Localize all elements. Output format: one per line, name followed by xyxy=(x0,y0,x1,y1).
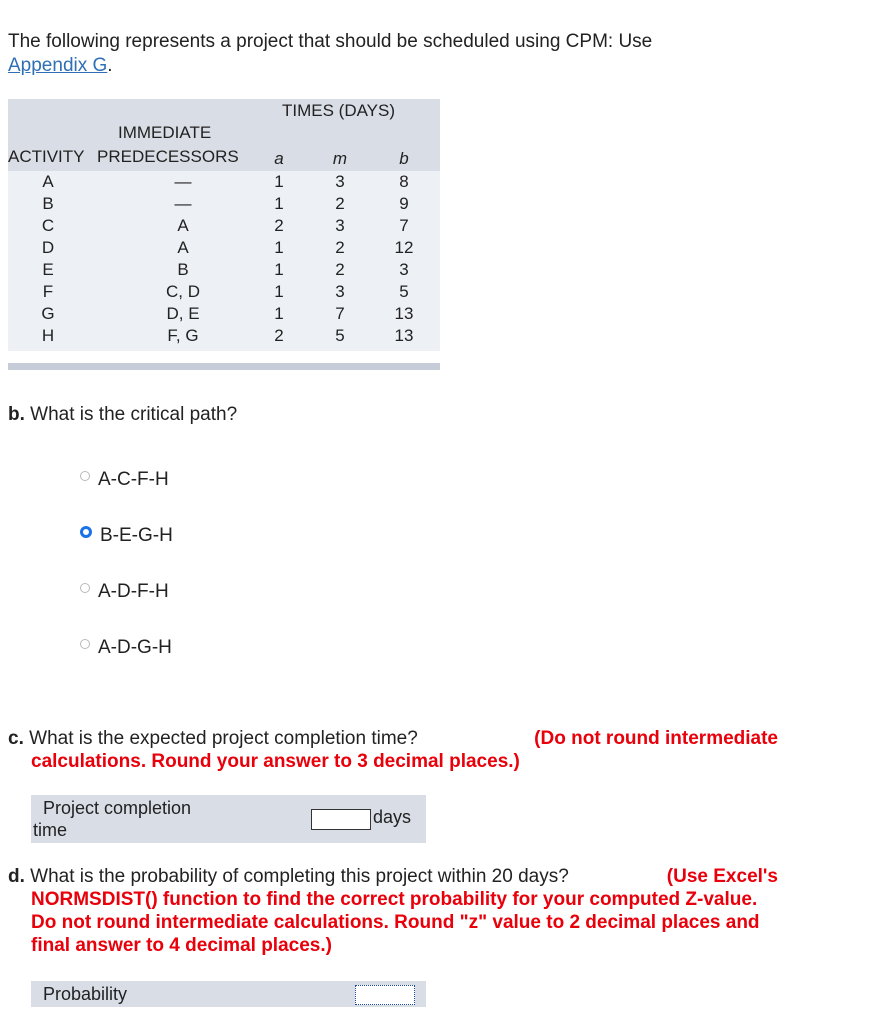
cell-b: 5 xyxy=(399,282,409,301)
option-label: B-E-G-H xyxy=(100,525,173,546)
cell-a: 1 xyxy=(274,172,284,191)
m-header: m xyxy=(332,149,348,168)
cell-m: 3 xyxy=(335,282,345,301)
probability-label: Probability xyxy=(43,984,128,1004)
option-label: A-D-F-H xyxy=(98,581,169,602)
cell-pred: B xyxy=(177,260,189,279)
cell-b: 7 xyxy=(399,216,409,235)
question-b-label: b. xyxy=(8,404,25,425)
table-header xyxy=(8,99,440,171)
intro-period: . xyxy=(107,55,113,76)
cell-b: 13 xyxy=(394,326,414,345)
probability-answer-row xyxy=(31,981,426,1007)
table-row xyxy=(8,303,440,325)
completion-time-answer-row xyxy=(31,795,426,843)
times-days-header: TIMES (DAYS) xyxy=(282,101,396,120)
cell-act: A xyxy=(42,172,54,191)
option-a-d-g-h[interactable] xyxy=(80,636,172,660)
option-b-e-g-h[interactable] xyxy=(80,524,173,548)
cell-m: 3 xyxy=(335,216,345,235)
option-label: A-C-F-H xyxy=(98,469,169,490)
cell-a: 1 xyxy=(274,194,284,213)
table-bottom-rule xyxy=(8,363,440,370)
cell-a: 2 xyxy=(274,216,284,235)
question-d-instruction-3: Do not round intermediate calculations. Round "z" value to 2 decimal places and xyxy=(31,912,760,933)
option-label: A-D-G-H xyxy=(98,637,172,658)
question-c-instruction-1: (Do not round intermediate xyxy=(534,728,778,749)
radio-unselected-icon[interactable] xyxy=(80,639,90,649)
cell-pred: — xyxy=(174,194,192,213)
cell-act: H xyxy=(41,326,55,345)
cell-pred: D, E xyxy=(166,304,200,323)
table-row xyxy=(8,171,440,193)
probability-input[interactable] xyxy=(355,985,415,1005)
immediate-header: IMMEDIATE xyxy=(118,123,212,142)
completion-time-label-2: time xyxy=(33,820,68,840)
predecessors-header: PREDECESSORS xyxy=(97,147,239,166)
appendix-link[interactable]: Appendix G xyxy=(8,55,108,76)
table-row xyxy=(8,259,440,281)
cell-m: 3 xyxy=(335,172,345,191)
table-row xyxy=(8,193,440,215)
cell-b: 3 xyxy=(399,260,409,279)
cell-m: 2 xyxy=(335,238,345,257)
option-a-c-f-h[interactable] xyxy=(80,468,169,492)
question-c-label: c. xyxy=(8,728,24,749)
cell-act: F xyxy=(42,282,54,301)
intro-text xyxy=(8,30,728,78)
cell-pred: A xyxy=(177,238,189,257)
days-unit: days xyxy=(373,807,412,827)
question-d-instruction-1: (Use Excel's xyxy=(666,866,778,887)
cell-a: 2 xyxy=(274,326,284,345)
radio-unselected-icon[interactable] xyxy=(80,583,90,593)
cell-pred: C, D xyxy=(166,282,200,301)
b-header: b xyxy=(399,149,409,168)
cell-act: G xyxy=(41,304,55,323)
cell-m: 2 xyxy=(335,260,345,279)
cell-pred: — xyxy=(174,172,192,191)
cell-a: 1 xyxy=(274,282,284,301)
cell-b: 8 xyxy=(399,172,409,191)
cell-b: 9 xyxy=(399,194,409,213)
cell-pred: F, G xyxy=(167,326,199,345)
cell-m: 5 xyxy=(335,326,345,345)
question-d-instruction-2: NORMSDIST() function to find the correct probability for your computed Z-value. xyxy=(31,889,758,910)
question-d xyxy=(8,865,778,957)
question-d-label: d. xyxy=(8,866,25,887)
table-row xyxy=(8,281,440,303)
table-row xyxy=(8,325,440,347)
intro-sentence: The following represents a project that should be scheduled using CPM: Use xyxy=(8,31,653,52)
cell-act: B xyxy=(42,194,54,213)
radio-unselected-icon[interactable] xyxy=(80,471,90,481)
cell-act: E xyxy=(42,260,54,279)
question-d-instruction-4: final answer to 4 decimal places.) xyxy=(31,935,332,956)
question-d-text: What is the probability of completing this project within 20 days? xyxy=(30,866,569,887)
activity-header: ACTIVITY xyxy=(8,147,85,166)
cell-pred: A xyxy=(177,216,189,235)
cell-a: 1 xyxy=(274,260,284,279)
cell-act: D xyxy=(41,238,55,257)
cell-a: 1 xyxy=(274,238,284,257)
cell-a: 1 xyxy=(274,304,284,323)
table-row xyxy=(8,237,440,259)
option-a-d-f-h[interactable] xyxy=(80,580,169,604)
cell-b: 13 xyxy=(394,304,414,323)
question-c-text: What is the expected project completion time? xyxy=(29,728,418,749)
completion-time-input[interactable] xyxy=(311,809,371,830)
radio-selected-icon[interactable] xyxy=(80,526,92,538)
table-row xyxy=(8,215,440,237)
cell-m: 7 xyxy=(335,304,345,323)
a-header: a xyxy=(274,149,284,168)
question-c-instruction-2: calculations. Round your answer to 3 decimal places.) xyxy=(31,751,520,772)
cell-b: 12 xyxy=(394,238,414,257)
cell-m: 2 xyxy=(335,194,345,213)
question-b-text: What is the critical path? xyxy=(30,404,238,425)
question-b xyxy=(8,403,237,426)
cell-act: C xyxy=(41,216,55,235)
completion-time-label-1: Project completion xyxy=(43,798,192,818)
question-c xyxy=(8,727,778,773)
